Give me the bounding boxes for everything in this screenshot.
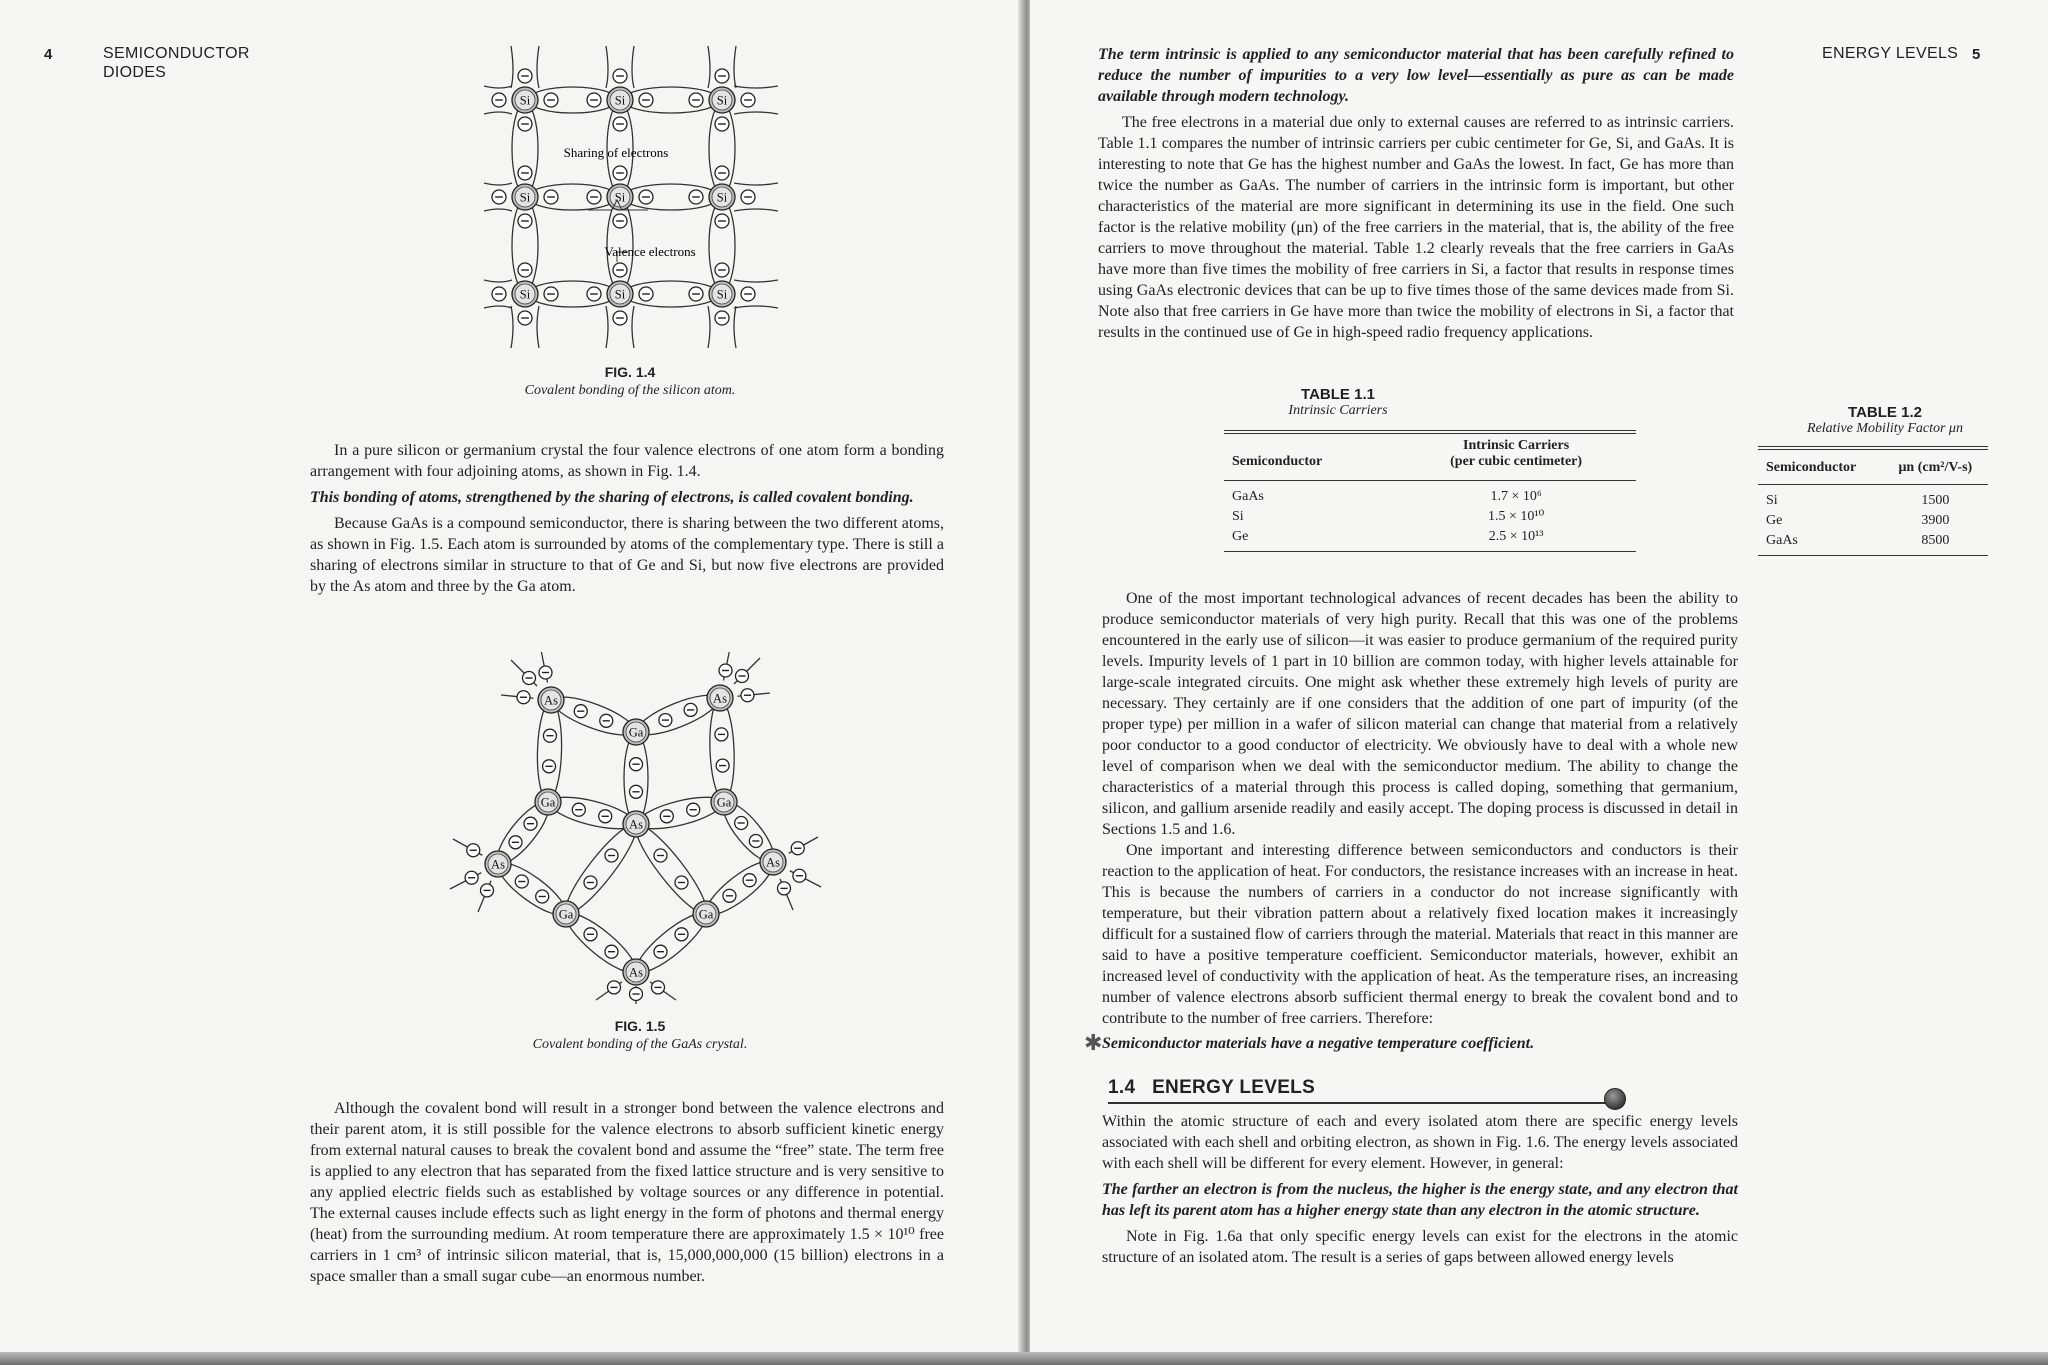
left-page <box>0 0 1022 1365</box>
table-row <box>1758 531 1988 556</box>
table11-title <box>1230 386 1446 419</box>
electron-icon <box>544 93 558 107</box>
paragraph: One of the most important technological advances of recent decades has been the ability to produce semiconductor materials of very high purity. Recall that this was one of the problems encountered in the early use of silicon—it was easier to produce germanium of the required purity levels. Impurity levels of 1 part in 10 billion are common today, with higher levels attainable for large-scale integrated circuits. One might ask whether these extremely high levels of purity are necessary. They certainly are if one considers that the addition of one part of impurity (of the proper type) per million in a wafer of silicon material can change that material from a relatively poor conductor to a good conductor of electricity. We obviously have to deal with a whole new level of comparison when we deal with the semiconductor medium. The ability to change the characteristics of a material through this process is called doping, something that germanium, silicon, and gallium arsenide readily and easily accept. The doping process is discussed in detail in Sections 1.5 and 1.6. <box>1102 590 1738 838</box>
electron-icon <box>605 849 618 862</box>
atom-si <box>607 87 633 113</box>
right-text-bottom <box>1102 1111 1738 1268</box>
paragraph: The free electrons in a material due only to external causes are referred to as intrinsic carriers. Table 1.1 compares the number of intrinsic carriers per cubic centimeter for Ge, Si, and GaAs. It is interesting to note that Ge has the highest number and GaAs the lowest. In fact, Ge has more than twice the number as GaAs. The number of carriers in the intrinsic form is important, but other characteristics of the material are more significant in determining its use in the field. One such factor is the relative mobility (μn) of the free carriers in the material, that is, the ability of the free carriers to move throughout the material. Table 1.2 clearly reveals that the free carriers in GaAs have more than five times the mobility of free carriers in Si, a factor that results in response times using GaAs electronic devices that can be up to five times those of the same devices made from Si. Note also that free carriers in Ge have more than twice the mobility of electrons in Si, a factor that results in the continued use of Ge in high-speed radio frequency applications. <box>1098 114 1734 341</box>
electron-icon <box>735 817 748 830</box>
electron-icon <box>518 214 532 228</box>
atom-label: Si <box>519 93 531 108</box>
electron-icon <box>743 874 756 887</box>
paragraph: Note in Fig. 1.6a that only specific energy levels can exist for the electrons in the atomic structure of an isolated atom. The result is a series of gaps between allowed energy levels <box>1102 1228 1738 1266</box>
electron-icon <box>639 287 653 301</box>
atom-ga <box>623 719 649 745</box>
section-number: 1.4 <box>1108 1077 1136 1098</box>
electron-icon <box>741 190 755 204</box>
paragraph: Within the atomic structure of each and every isolated atom there are specific energy levels associated with each shell and orbiting electron, as shown in Fig. 1.6. The energy levels associated with each shell will be different for every element. However, in general: <box>1102 1113 1738 1172</box>
electron-icon <box>481 884 494 897</box>
atom-label: Ga <box>628 725 644 740</box>
atom-label: Ga <box>558 907 574 922</box>
table-row <box>1224 487 1636 507</box>
electron-icon <box>613 214 627 228</box>
electron-icon <box>654 945 667 958</box>
definition-negative-coefficient: Semiconductor materials have a negative temperature coefficient. <box>1102 1035 1535 1052</box>
electron-icon <box>778 882 791 895</box>
section-rule <box>1108 1102 1616 1104</box>
electron-icon <box>715 166 729 180</box>
table-cell: 2.5 × 10¹³ <box>1488 529 1544 544</box>
figure-gaas-lattice <box>448 652 828 1004</box>
electron-icon <box>574 705 587 718</box>
table-cell: Si <box>1766 493 1778 508</box>
electron-icon <box>518 263 532 277</box>
electron-icon <box>639 190 653 204</box>
table12-title <box>1760 404 2010 437</box>
electron-icon <box>543 760 556 773</box>
electron-icon <box>652 981 665 994</box>
electron-icon <box>536 890 549 903</box>
atom-as <box>760 849 786 875</box>
fig14-caption-text: Covalent bonding of the silicon atom. <box>524 383 736 398</box>
electron-icon <box>630 785 643 798</box>
atom-ga <box>553 901 579 927</box>
electron-icon <box>741 93 755 107</box>
atom-label: Ga <box>540 795 556 810</box>
atom-ga <box>711 789 737 815</box>
electron-icon <box>608 981 621 994</box>
electron-icon <box>544 287 558 301</box>
page-edge-shadow <box>0 1352 2048 1365</box>
col-header <box>1396 432 1636 474</box>
atom-label: As <box>544 693 558 708</box>
table-cell: GaAs <box>1232 489 1264 504</box>
table-cell: GaAs <box>1766 533 1798 548</box>
electron-icon <box>524 817 537 830</box>
fig15-caption-text: Covalent bonding of the GaAs crystal. <box>532 1037 748 1052</box>
electron-icon <box>736 670 749 683</box>
electron-icon <box>689 93 703 107</box>
electron-icon <box>689 287 703 301</box>
electron-icon <box>684 703 697 716</box>
electron-icon <box>517 691 530 704</box>
atom-label: As <box>629 817 643 832</box>
atom-si <box>512 87 538 113</box>
fig14-caption <box>480 364 780 399</box>
electron-icon <box>515 875 528 888</box>
electron-icon <box>723 889 736 902</box>
table-cell: 1.7 × 10⁶ <box>1490 489 1542 504</box>
table11-number: TABLE 1.1 <box>1301 386 1375 403</box>
electron-icon <box>584 876 597 889</box>
atom-ga <box>693 901 719 927</box>
atom-label: As <box>713 691 727 706</box>
electron-icon <box>715 69 729 83</box>
electron-icon <box>659 714 672 727</box>
electron-icon <box>518 166 532 180</box>
electron-icon <box>465 871 478 884</box>
definition-covalent: This bonding of atoms, strengthened by the sharing of electrons, is called covalent bonding. <box>310 489 914 506</box>
atom-label: As <box>766 855 780 870</box>
fig14-number: FIG. 1.4 <box>604 364 656 380</box>
col-header-line: (per cubic centimeter) <box>1450 454 1583 469</box>
page-number: 5 <box>1972 46 1981 63</box>
right-text-middle <box>1102 588 1738 1054</box>
electron-icon <box>518 69 532 83</box>
section-heading <box>1108 1077 1315 1099</box>
table-row <box>1224 507 1636 527</box>
col-header: Semiconductor <box>1766 460 1857 475</box>
atom-as <box>623 959 649 985</box>
electron-icon <box>715 214 729 228</box>
table-cell: Ge <box>1766 513 1783 528</box>
electron-icon <box>630 988 643 1001</box>
atom-label: Ga <box>698 907 714 922</box>
electron-icon <box>572 803 585 816</box>
figure-silicon-lattice <box>480 42 780 350</box>
atom-label: Ga <box>716 795 732 810</box>
electron-icon <box>523 672 536 685</box>
electron-icon <box>600 714 613 727</box>
table-cell: 8500 <box>1921 533 1950 548</box>
running-head: SEMICONDUCTOR DIODES <box>103 45 250 81</box>
atom-label: Si <box>519 190 531 205</box>
paragraph: In a pure silicon or germanium crystal the four valence electrons of one atom form a bonding arrangement with four adjoining atoms, as shown in Fig. 1.4. <box>310 442 944 480</box>
electron-icon <box>613 311 627 325</box>
definition-energy-state: The farther an electron is from the nucleus, the higher is the energy state, and any electron that has left its parent atom has a higher energy state than any electron in the atomic structure. <box>1102 1181 1738 1219</box>
electron-icon <box>675 876 688 889</box>
electron-icon <box>741 689 754 702</box>
table-row <box>1758 511 1988 531</box>
electron-icon <box>630 758 643 771</box>
electron-icon <box>613 263 627 277</box>
left-text-top <box>310 440 944 597</box>
electron-icon <box>675 928 688 941</box>
valence-electrons-note: Valence electrons <box>604 244 696 259</box>
table-cell: 1.5 × 10¹⁰ <box>1487 509 1545 524</box>
electron-icon <box>544 190 558 204</box>
electron-icon <box>613 166 627 180</box>
electron-icon <box>689 190 703 204</box>
electron-icon <box>492 287 506 301</box>
col-header: Semiconductor <box>1232 454 1323 469</box>
electron-icon <box>613 117 627 131</box>
electron-icon <box>715 117 729 131</box>
table11-caption: Intrinsic Carriers <box>1288 403 1388 418</box>
atom-label: Si <box>614 190 626 205</box>
electron-icon <box>587 190 601 204</box>
atom-label: Si <box>716 287 728 302</box>
electron-icon <box>605 945 618 958</box>
atom-as <box>538 687 564 713</box>
electron-icon <box>791 842 804 855</box>
right-text-top <box>1098 44 1734 343</box>
atom-label: As <box>491 857 505 872</box>
electron-icon <box>613 69 627 83</box>
electron-icon <box>715 728 728 741</box>
electron-icon <box>518 117 532 131</box>
electron-icon <box>660 810 673 823</box>
page-number: 4 <box>44 46 53 63</box>
electron-icon <box>715 263 729 277</box>
electron-icon <box>715 311 729 325</box>
atom-label: Si <box>614 287 626 302</box>
running-head: ENERGY LEVELS <box>1822 45 1959 62</box>
table12-number: TABLE 1.2 <box>1848 404 1922 421</box>
electron-icon <box>749 835 762 848</box>
section-marker-icon <box>1604 1088 1626 1110</box>
sharing-electrons-note: Sharing of electrons <box>563 145 669 160</box>
atom-as <box>623 811 649 837</box>
table-cell: Si <box>1232 509 1244 524</box>
electron-icon <box>467 844 480 857</box>
electron-icon <box>518 311 532 325</box>
atom-label: Si <box>614 93 626 108</box>
electron-icon <box>543 729 556 742</box>
table-cell: 1500 <box>1921 493 1950 508</box>
electron-icon <box>716 759 729 772</box>
table-cell: Ge <box>1232 529 1249 544</box>
table-cell: 3900 <box>1921 513 1950 528</box>
electron-icon <box>587 287 601 301</box>
left-text-bottom <box>310 1098 944 1287</box>
fig15-caption <box>470 1018 810 1053</box>
table-mobility <box>1758 446 1988 556</box>
table-row <box>1224 527 1636 552</box>
definition-intrinsic: The term intrinsic is applied to any semiconductor material that has been carefully refined to reduce the number of impurities to a very low level—essentially as pure as can be made available through modern technology. <box>1098 46 1734 105</box>
col-header: μn (cm²/V-s) <box>1898 460 1973 475</box>
table12-caption: Relative Mobility Factor μn <box>1807 421 1963 436</box>
electron-icon <box>654 849 667 862</box>
atom-si <box>512 281 538 307</box>
right-page <box>1030 0 2048 1365</box>
electron-icon <box>719 664 732 677</box>
electron-icon <box>639 93 653 107</box>
atom-si <box>607 281 633 307</box>
paragraph: Because GaAs is a compound semiconductor, there is sharing between the two different atoms, as shown in Fig. 1.5. Each atom is surrounded by atoms of the complementary type. There is still a sharing of electrons similar in structure to that of Ge and Si, but now five electrons are provided by the As atom and three by the Ga atom. <box>310 515 944 595</box>
atom-label: Si <box>519 287 531 302</box>
table-row <box>1758 491 1988 511</box>
electron-icon <box>741 287 755 301</box>
atom-label: Si <box>716 93 728 108</box>
electron-icon <box>492 93 506 107</box>
electron-icon <box>687 803 700 816</box>
paragraph: Although the covalent bond will result in a stronger bond between the valence electrons and their parent atom, it is still possible for the valence electrons to absorb sufficient kinetic energy from external natural causes to break the covalent bond and assume the “free” state. The term free is applied to any electron that has separated from the fixed lattice structure and is very sensitive to any applied electric fields such as established by voltage sources or any difference in potential. The external causes include effects such as light energy in the form of photons and thermal energy (heat) from the surrounding medium. At room temperature there are approximately 1.5 × 10¹⁰ free carriers in 1 cm³ of intrinsic silicon material, that is, 15,000,000,000 (15 billion) electrons in a space smaller than a small sugar cube—an enormous number. <box>310 1100 944 1285</box>
atom-si <box>512 184 538 210</box>
electron-icon <box>492 190 506 204</box>
col-header-line: Intrinsic Carriers <box>1463 438 1570 453</box>
atom-si <box>709 87 735 113</box>
electron-icon <box>587 93 601 107</box>
atom-as <box>707 685 733 711</box>
electron-icon <box>599 810 612 823</box>
section-title: ENERGY LEVELS <box>1152 1077 1316 1098</box>
table-intrinsic-carriers <box>1224 430 1636 552</box>
electron-icon <box>793 869 806 882</box>
electron-icon <box>539 666 552 679</box>
fig15-number: FIG. 1.5 <box>614 1018 666 1034</box>
atom-ga <box>535 789 561 815</box>
paragraph: One important and interesting difference between semiconductors and conductors is their reaction to the application of heat. For conductors, the resistance increases with an increase in heat. This is because the numbers of carriers in a conductor do not increase significantly with temperature, but their vibration pattern about a relatively fixed location makes it increasingly difficult for a sustained flow of carriers through the material. Materials that react in this manner are said to have a positive temperature coefficient. Semiconductor materials, however, exhibit an increased level of conductivity with the application of heat. As the temperature rises, an increasing number of valence electrons absorb sufficient thermal energy to break the covalent bond and to contribute to the number of free carriers. Therefore: <box>1102 842 1738 1027</box>
electron-icon <box>584 928 597 941</box>
atom-si <box>709 281 735 307</box>
handwritten-star-icon: ✱ <box>1084 1030 1103 1055</box>
atom-label: Si <box>716 190 728 205</box>
electron-icon <box>509 836 522 849</box>
atom-label: As <box>629 965 643 980</box>
atom-si <box>709 184 735 210</box>
atom-as <box>485 851 511 877</box>
